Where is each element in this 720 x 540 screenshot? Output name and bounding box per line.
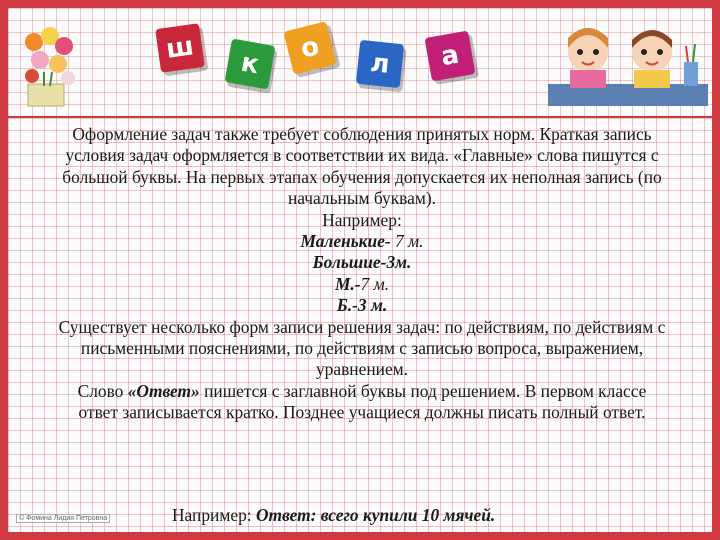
bottom-example-answer: Ответ: всего купили 10 мячей. [255,505,496,525]
letter-cube-2 [225,39,276,90]
bottom-example [172,505,495,526]
intro-paragraph: Оформление задач также требует соблюдения принятых норм. Краткая запись условия задач оформляется в соответствии их вида. «Главные» слова пишутся с большой буквы. На первых этапах обучения допускается их неполная запись (по начальным буквам). [62,124,662,209]
letter-cube-3 [283,21,336,74]
letter-cube-1-label: ш [164,31,196,65]
example-line-2: Большие-3м. [312,252,412,273]
answer-word: «Ответ» [127,380,200,401]
example-3-word: М.- [334,273,361,294]
school-kids-icon [548,22,708,108]
example-1-word: Маленькие- [300,231,391,252]
author-credit: © Фомина Лидия Петровна [16,514,110,523]
answer-paragraph-start: Слово [77,380,128,401]
header-banner [8,8,712,116]
main-text [56,124,668,424]
example-line-3 [56,274,668,295]
example-intro: Например: [322,209,402,230]
bottom-example-prefix: Например: [172,505,256,525]
example-line-4: Б.-3 м. [336,295,388,316]
answer-paragraph [56,381,668,424]
letter-cube-5 [425,31,476,82]
forms-paragraph: Существует несколько форм записи решения задач: по действиям, по действиям с письменными пояснениями, по действиям с записью вопроса, выражением, уравнением. [58,316,666,380]
letter-cube-4 [356,40,404,88]
letter-cube-4-label: л [368,48,392,80]
letter-cube-1 [155,23,205,73]
letter-cube-5-label: а [438,39,462,73]
answer-paragraph-rest: пишется с заглавной буквы под решением. В первом классе ответ записывается кратко. Позднее учащиеся должны писать полный ответ. [78,380,647,423]
flowers-icon [20,22,80,112]
letter-cube-2-label: к [238,47,262,81]
letter-cube-3-label: о [297,31,323,65]
example-line-1 [56,231,668,252]
example-3-value: 7 м. [360,273,390,294]
example-1-value: 7 м. [390,231,424,252]
